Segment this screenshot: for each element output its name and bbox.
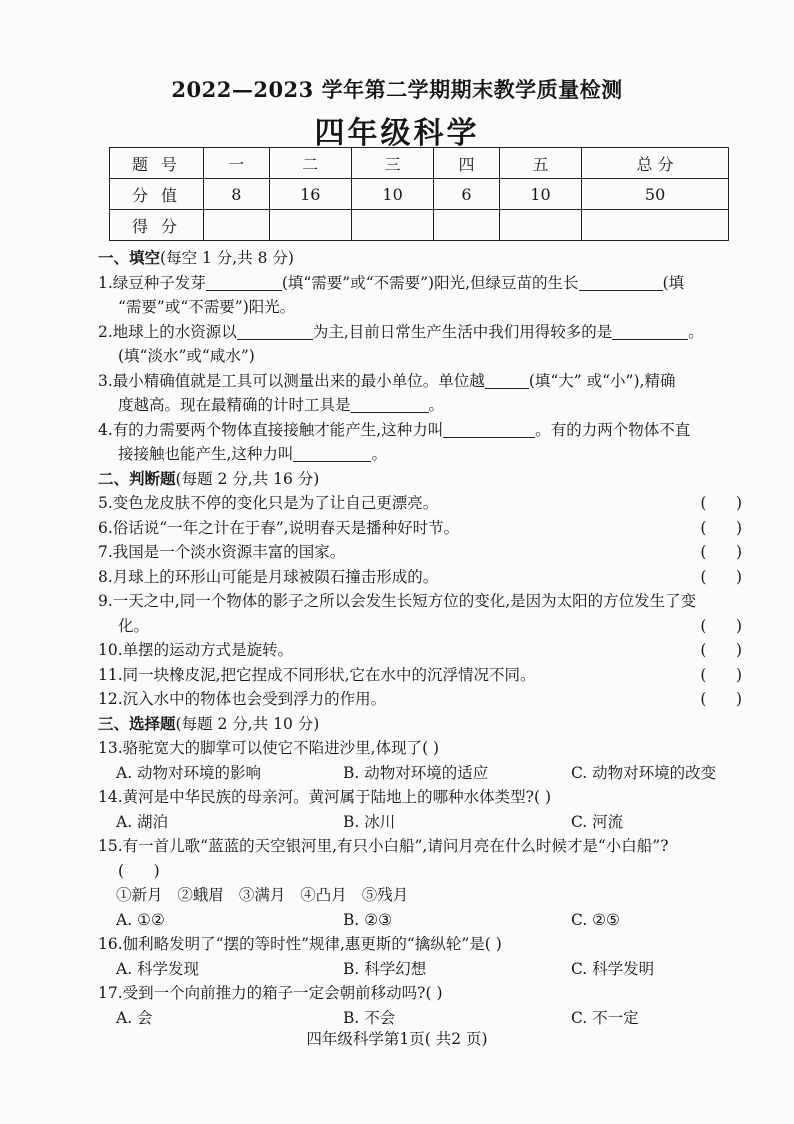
- score-input-cell[interactable]: [351, 210, 433, 241]
- question-12: 12.沉入水中的物体也会受到浮力的作用。 ( ): [98, 687, 748, 712]
- answer-blank[interactable]: [485, 371, 529, 389]
- exam-content: [98, 246, 748, 1030]
- answer-blank[interactable]: [443, 420, 535, 438]
- option-b[interactable]: B. 不会: [343, 1008, 396, 1027]
- score-cell: 50: [582, 179, 729, 210]
- option-a[interactable]: A. 湖泊: [116, 812, 169, 831]
- question-4-cont: 接接触也能产生,这种力叫 。: [118, 445, 387, 463]
- option-c[interactable]: C. 科学发明: [571, 959, 655, 978]
- question-15: 15. 有一首儿歌“蓝蓝的天空银河里,有只小白船”,请问月亮在什么时候才是“小白船”?: [98, 837, 669, 855]
- score-cell: 二: [269, 148, 351, 179]
- score-table-row-values: [110, 179, 729, 210]
- answer-parentheses[interactable]: ( ): [700, 494, 742, 512]
- score-cell: 总 分: [582, 148, 729, 179]
- question-14-options: [98, 810, 748, 835]
- question-3: 3. 最小精确值就是工具可以测量出来的最小单位。单位越 (填“大” 或“小”),精确: [98, 371, 676, 390]
- answer-blank[interactable]: [612, 322, 688, 340]
- question-11: 11.同一块橡皮泥,把它捏成不同形状,它在水中的沉浮情况不同。 ( ): [98, 663, 748, 688]
- question-9: 9. 一天之中,同一个物体的影子之所以会发生长短方位的变化,是因为太阳的方位发生了变: [98, 592, 697, 610]
- question-5: 5.变色龙皮肤不停的变化只是为了让自己更漂亮。 ( ): [98, 491, 748, 516]
- question-13: 13. 骆驼宽大的脚掌可以使它不陷进沙里,体现了( ): [98, 739, 440, 757]
- question-15-options: [98, 908, 748, 933]
- score-cell: 五: [499, 148, 581, 179]
- score-cell: 得 分: [110, 210, 204, 241]
- answer-parentheses[interactable]: ( ): [700, 543, 742, 561]
- score-input-cell[interactable]: [434, 210, 500, 241]
- question-2-cont: (填“淡水”或“咸水”): [118, 347, 255, 365]
- option-a[interactable]: A. 科学发现: [116, 959, 200, 978]
- option-b[interactable]: B. 科学幻想: [343, 959, 427, 978]
- answer-blank[interactable]: [293, 444, 371, 462]
- score-table-row-earned: [110, 210, 729, 241]
- score-table: [109, 147, 729, 241]
- question-4: 4. 有的力需要两个物体直接接触才能产生,这种力叫 。有的力两个物体不直: [98, 420, 691, 439]
- question-1: 1. 绿豆种子发芽 (填“需要”或“不需要”)阳光,但绿豆苗的生长 (填: [98, 273, 685, 292]
- answer-parentheses[interactable]: ( ): [700, 641, 742, 659]
- answer-blank[interactable]: [206, 273, 282, 291]
- question-9-cont: 化。 ( ): [98, 614, 748, 639]
- answer-parentheses[interactable]: ( ): [700, 690, 742, 708]
- section-title-fill: 一、填空(每空 1 分,共 8 分): [98, 248, 294, 267]
- exam-subtitle: 四年级科学: [314, 116, 480, 151]
- question-7: 7.我国是一个淡水资源丰富的国家。 ( ): [98, 540, 748, 565]
- question-16: 16. 伽利略发明了“摆的等时性”规律,惠更斯的“擒纵轮”是( ): [98, 935, 502, 953]
- score-cell: 8: [204, 179, 270, 210]
- score-cell: 三: [351, 148, 433, 179]
- answer-blank[interactable]: [579, 273, 663, 291]
- question-16-options: [98, 957, 748, 982]
- option-c[interactable]: C. ②⑤: [571, 910, 620, 929]
- score-input-cell[interactable]: [269, 210, 351, 241]
- answer-parentheses[interactable]: ( ): [700, 616, 742, 635]
- answer-parentheses[interactable]: ( ): [700, 518, 742, 537]
- section-title-judge: 二、判断题(每题 2 分,共 16 分): [98, 468, 320, 488]
- option-b[interactable]: B. ②③: [343, 910, 393, 929]
- answer-parentheses[interactable]: ( ): [700, 567, 742, 586]
- question-13-options: [98, 761, 748, 786]
- score-input-cell[interactable]: [499, 210, 581, 241]
- option-a[interactable]: A. 动物对环境的影响: [116, 763, 262, 782]
- question-6: 6.俗话说“一年之计在于春”,说明春天是播种好时节。 ( ): [98, 516, 748, 541]
- score-input-cell[interactable]: [204, 210, 270, 241]
- answer-blank[interactable]: [237, 322, 313, 340]
- score-cell: 10: [351, 179, 433, 210]
- score-input-cell[interactable]: [582, 210, 729, 241]
- score-cell: 一: [204, 148, 270, 179]
- option-a[interactable]: A. ①②: [116, 910, 165, 929]
- answer-parentheses[interactable]: ( ): [118, 861, 160, 880]
- score-cell: 题 号: [110, 148, 204, 179]
- question-3-cont: 度越高。现在最精确的计时工具是 。: [118, 396, 445, 414]
- question-8: 8.月球上的环形山可能是月球被陨石撞击形成的。 ( ): [98, 565, 748, 590]
- option-b[interactable]: B. 动物对环境的适应: [343, 763, 489, 782]
- option-c[interactable]: C. 河流: [571, 812, 624, 831]
- question-14: 14. 黄河是中华民族的母亲河。黄河属于陆地上的哪种水体类型?( ): [98, 788, 551, 806]
- option-b[interactable]: B. 冰川: [343, 812, 396, 831]
- score-table-row-header: [110, 148, 729, 179]
- answer-blank[interactable]: [351, 395, 429, 413]
- question-10: 10.单摆的运动方式是旋转。 ( ): [98, 638, 748, 663]
- answer-parentheses[interactable]: ( ): [700, 665, 742, 684]
- question-2: 2. 地球上的水资源以 为主,目前日常生产生活中我们用得较多的是 。: [98, 322, 704, 341]
- score-cell: 10: [499, 179, 581, 210]
- score-cell: 16: [269, 179, 351, 210]
- option-c[interactable]: C. 动物对环境的改变: [571, 763, 717, 782]
- exam-title: 2022—2023 学年第二学期期末教学质量检测: [171, 77, 623, 102]
- option-c[interactable]: C. 不一定: [571, 1008, 639, 1027]
- option-a[interactable]: A. 会: [116, 1008, 153, 1027]
- score-cell: 四: [434, 148, 500, 179]
- page-footer: 四年级科学第1页( 共2 页): [306, 1030, 488, 1048]
- section-title-choice: 三、选择题(每题 2 分,共 10 分): [98, 713, 320, 733]
- question-1-cont: “需要”或“不需要”)阳光。: [118, 298, 296, 316]
- question-17: 17. 受到一个向前推力的箱子一定会朝前移动吗?( ): [98, 984, 443, 1002]
- score-cell: 分 值: [110, 179, 204, 210]
- question-15-choices: ①新月 ②蛾眉 ③满月 ④凸月 ⑤残月: [116, 886, 409, 904]
- score-cell: 6: [434, 179, 500, 210]
